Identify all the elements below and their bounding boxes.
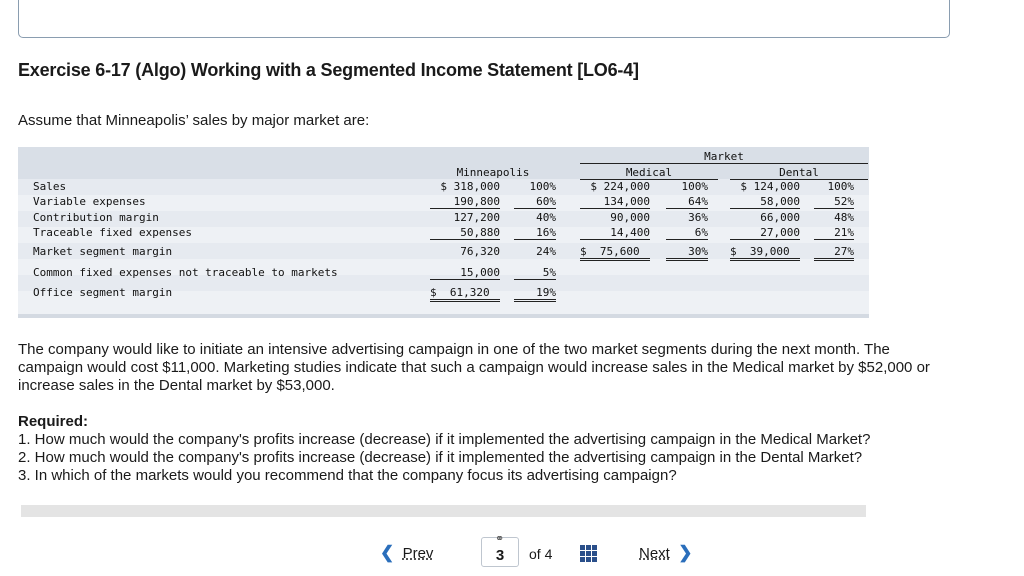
cell: 40% — [536, 211, 556, 224]
cell: 64% — [666, 195, 708, 209]
cell: 50,880 — [430, 226, 500, 240]
page-count: of 4 — [529, 546, 553, 562]
chevron-left-icon: ❮ — [380, 543, 395, 562]
cell: 6% — [666, 226, 708, 240]
cell: 134,000 — [580, 195, 650, 209]
cell: 100% — [827, 180, 854, 193]
cell: 16% — [514, 226, 556, 240]
required-heading: Required: — [18, 413, 89, 430]
cell: 27,000 — [730, 226, 800, 240]
col-dental: Dental — [730, 166, 868, 180]
cell: 27% — [814, 245, 854, 261]
exercise-title: Exercise 6-17 (Algo) Working with a Segmented Income Statement [LO6-4] — [18, 60, 639, 80]
answer-box — [18, 0, 950, 38]
prev-button[interactable] — [380, 543, 433, 563]
col-medical: Medical — [580, 166, 718, 180]
cell: 90,000 — [610, 211, 650, 224]
link-icon: ⚭ — [495, 533, 505, 545]
row-label: Market segment margin — [33, 245, 173, 258]
cell: 36% — [688, 211, 708, 224]
market-header: Market — [580, 150, 868, 164]
segmented-income-table — [18, 147, 869, 318]
cell: 48% — [834, 211, 854, 224]
cell: 190,800 — [430, 195, 500, 209]
grid-icon[interactable] — [580, 545, 597, 562]
chevron-right-icon: ❯ — [678, 543, 693, 562]
cell: $ 318,000 — [440, 180, 500, 193]
progress-bar — [21, 505, 866, 517]
page-number-box[interactable] — [481, 533, 519, 567]
col-minneapolis: Minneapolis — [456, 166, 530, 179]
intro-text: Assume that Minneapolis’ sales by major market are: — [18, 112, 370, 129]
cell: 21% — [814, 226, 854, 240]
cell: $ 61,320 — [430, 286, 500, 302]
row-label: Sales — [33, 180, 67, 193]
cell: 100% — [681, 180, 708, 193]
cell: $ 39,000 — [730, 245, 800, 261]
cell: 24% — [536, 245, 556, 258]
prev-label: Prev — [402, 545, 434, 562]
next-label: Next — [639, 545, 670, 562]
required-item: 3. In which of the markets would you recommend that the company focus its advertising campaign? — [18, 467, 677, 484]
cell: 30% — [666, 245, 708, 261]
cell: 52% — [814, 195, 854, 209]
cell: $ 224,000 — [590, 180, 650, 193]
cell: 15,000 — [430, 266, 500, 280]
current-page: 3 — [495, 547, 505, 564]
required-item: 1. How much would the company's profits increase (decrease) if it implemented the advertising campaign in the Medical Market? — [18, 431, 871, 448]
row-label: Traceable fixed expenses — [33, 226, 192, 239]
row-label: Variable expenses — [33, 195, 146, 208]
cell: $ 124,000 — [740, 180, 800, 193]
cell: 19% — [514, 286, 556, 302]
cell: 58,000 — [730, 195, 800, 209]
scenario-paragraph: The company would like to initiate an intensive advertising campaign in one of the two market segments during the next month. The campaign would cost $11,000. Marketing studies indicate that such a campaign would increase sales in the Medical market by $52,000 or increase sales in the Dental market by $53,000. — [18, 341, 930, 394]
cell: 66,000 — [760, 211, 800, 224]
cell: 14,400 — [580, 226, 650, 240]
cell: 60% — [514, 195, 556, 209]
required-item: 2. How much would the company's profits increase (decrease) if it implemented the advertising campaign in the Dental Market? — [18, 449, 863, 466]
row-label: Contribution margin — [33, 211, 159, 224]
row-label: Common fixed expenses not traceable to markets — [33, 266, 338, 279]
cell: 100% — [529, 180, 556, 193]
cell: 5% — [514, 266, 556, 280]
cell: 76,320 — [460, 245, 500, 258]
row-label: Office segment margin — [33, 286, 173, 299]
cell: 127,200 — [453, 211, 500, 224]
cell: $ 75,600 — [580, 245, 650, 261]
required-section — [18, 413, 948, 485]
next-button[interactable] — [639, 543, 692, 563]
